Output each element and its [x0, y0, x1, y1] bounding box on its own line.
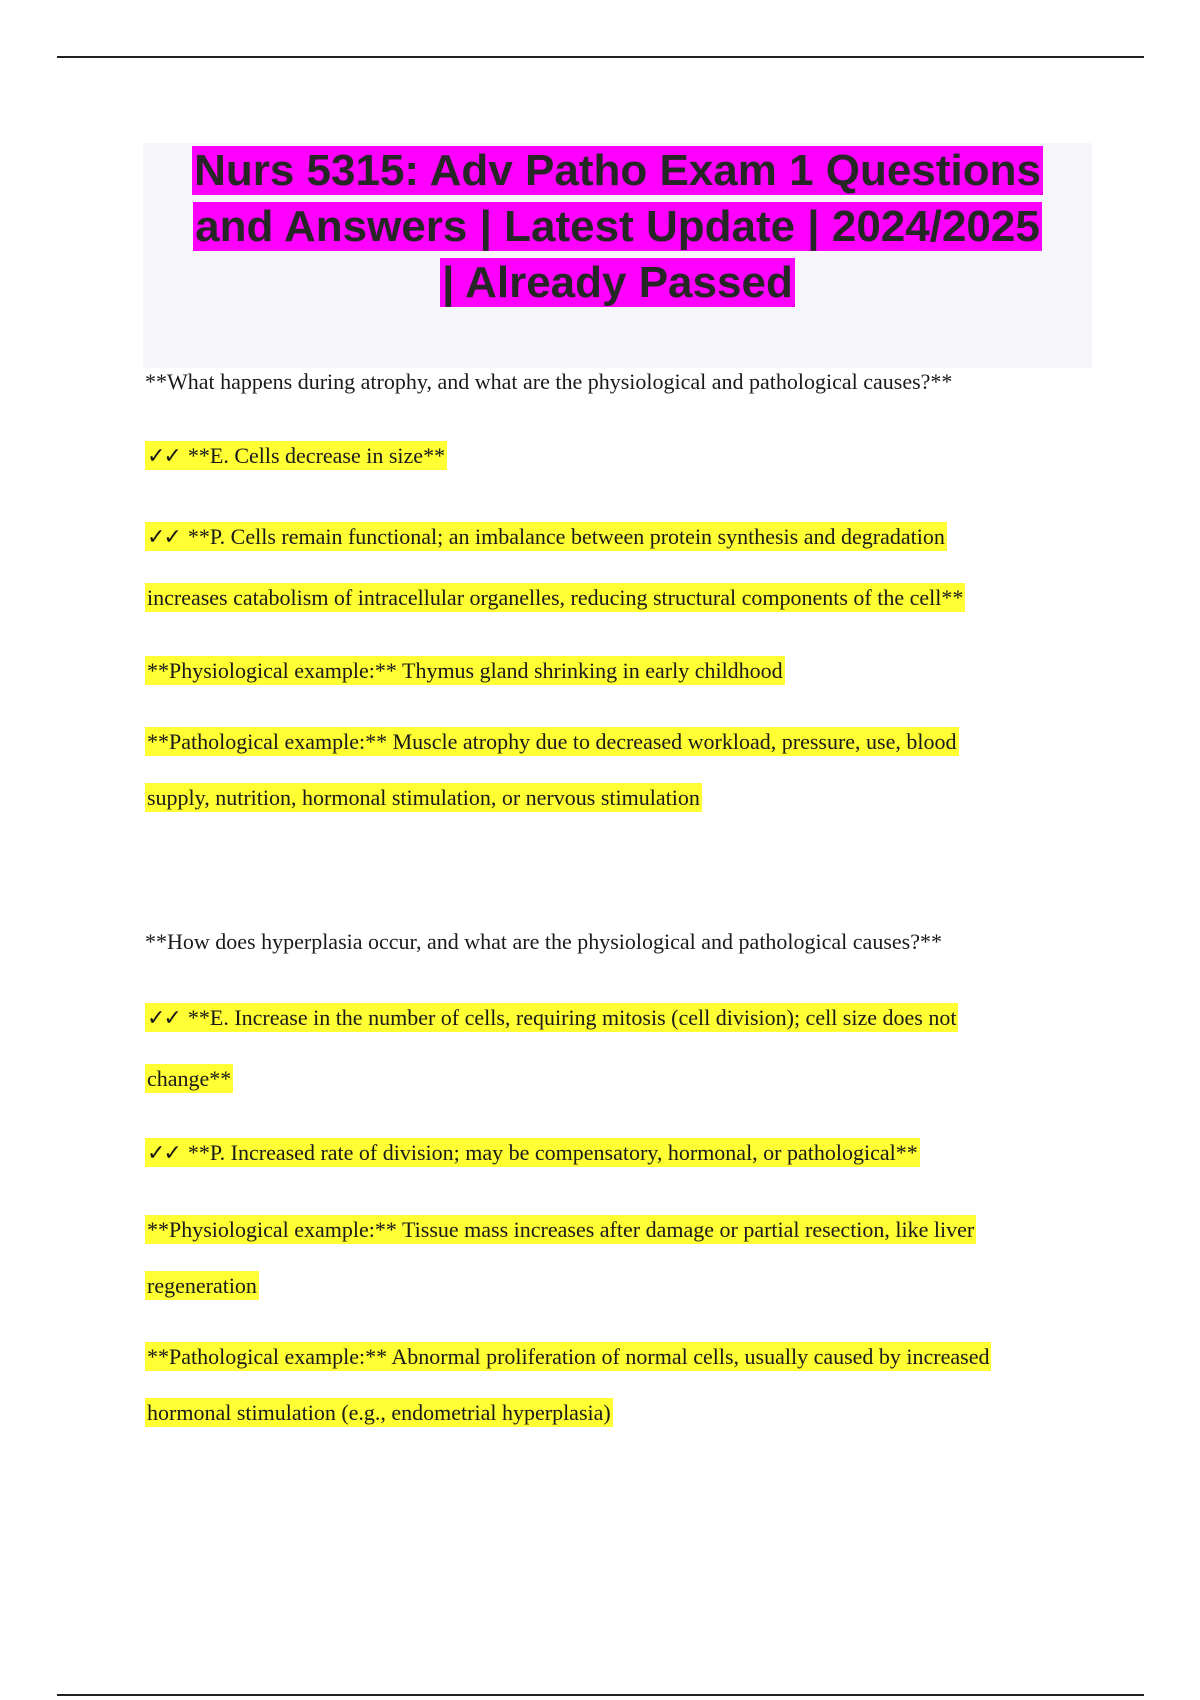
answer-text: **P. Cells remain functional; an imbalance between protein synthesis and degradation	[187, 524, 945, 549]
question-hyperplasia: **How does hyperplasia occur, and what are the physiological and pathological causes?**	[145, 929, 942, 954]
answer-highlight	[145, 1003, 958, 1032]
example-line	[145, 655, 785, 687]
bottom-rule	[57, 1694, 1144, 1696]
title-line-2: and Answers | Latest Update | 2024/2025	[195, 202, 1040, 251]
answer-line	[145, 582, 965, 614]
example-text: regeneration	[147, 1273, 257, 1298]
answer-line	[145, 1063, 233, 1095]
answer-line	[145, 1137, 920, 1170]
double-check-icon: ✓✓	[147, 444, 180, 469]
example-line	[145, 726, 959, 758]
example-line	[145, 1397, 613, 1429]
answer-line	[145, 521, 947, 554]
answer-text: change**	[147, 1066, 232, 1091]
answer-highlight	[145, 1138, 920, 1167]
title-block	[143, 143, 1092, 368]
example-text: **Physiological example:** Tissue mass increases after damage or partial resection, like liver	[147, 1217, 975, 1242]
example-line	[145, 782, 702, 814]
answer-text: **E. Increase in the number of cells, requiring mitosis (cell division); cell size does not	[187, 1005, 957, 1030]
double-check-icon: ✓✓	[147, 1141, 180, 1166]
example-text: hormonal stimulation (e.g., endometrial hyperplasia)	[147, 1400, 611, 1425]
answer-text: increases catabolism of intracellular organelles, reducing structural components of the cell**	[147, 585, 964, 610]
example-line	[145, 1214, 976, 1246]
example-text: **Pathological example:** Muscle atrophy due to decreased workload, pressure, use, blood	[147, 729, 957, 754]
example-text: **Pathological example:** Abnormal proliferation of normal cells, usually caused by increased	[147, 1344, 990, 1369]
double-check-icon: ✓✓	[147, 1006, 180, 1031]
answer-line	[145, 1002, 958, 1035]
answer-text: **P. Increased rate of division; may be compensatory, hormonal, or pathological**	[187, 1140, 918, 1165]
example-text: **Physiological example:** Thymus gland shrinking in early childhood	[147, 658, 783, 683]
example-line	[145, 1270, 259, 1302]
top-rule	[57, 56, 1144, 58]
answer-highlight	[145, 522, 947, 551]
answer-text: **E. Cells decrease in size**	[187, 443, 446, 468]
question-atrophy: **What happens during atrophy, and what are the physiological and pathological causes?**	[145, 369, 953, 394]
title-line-3: | Already Passed	[442, 258, 793, 307]
double-check-icon: ✓✓	[147, 525, 180, 550]
example-line	[145, 1341, 991, 1373]
title-line-1: Nurs 5315: Adv Patho Exam 1 Questions	[194, 146, 1041, 195]
answer-line	[145, 440, 447, 473]
document-title	[143, 143, 1092, 311]
answer-highlight	[145, 441, 447, 470]
example-text: supply, nutrition, hormonal stimulation, or nervous stimulation	[147, 785, 700, 810]
